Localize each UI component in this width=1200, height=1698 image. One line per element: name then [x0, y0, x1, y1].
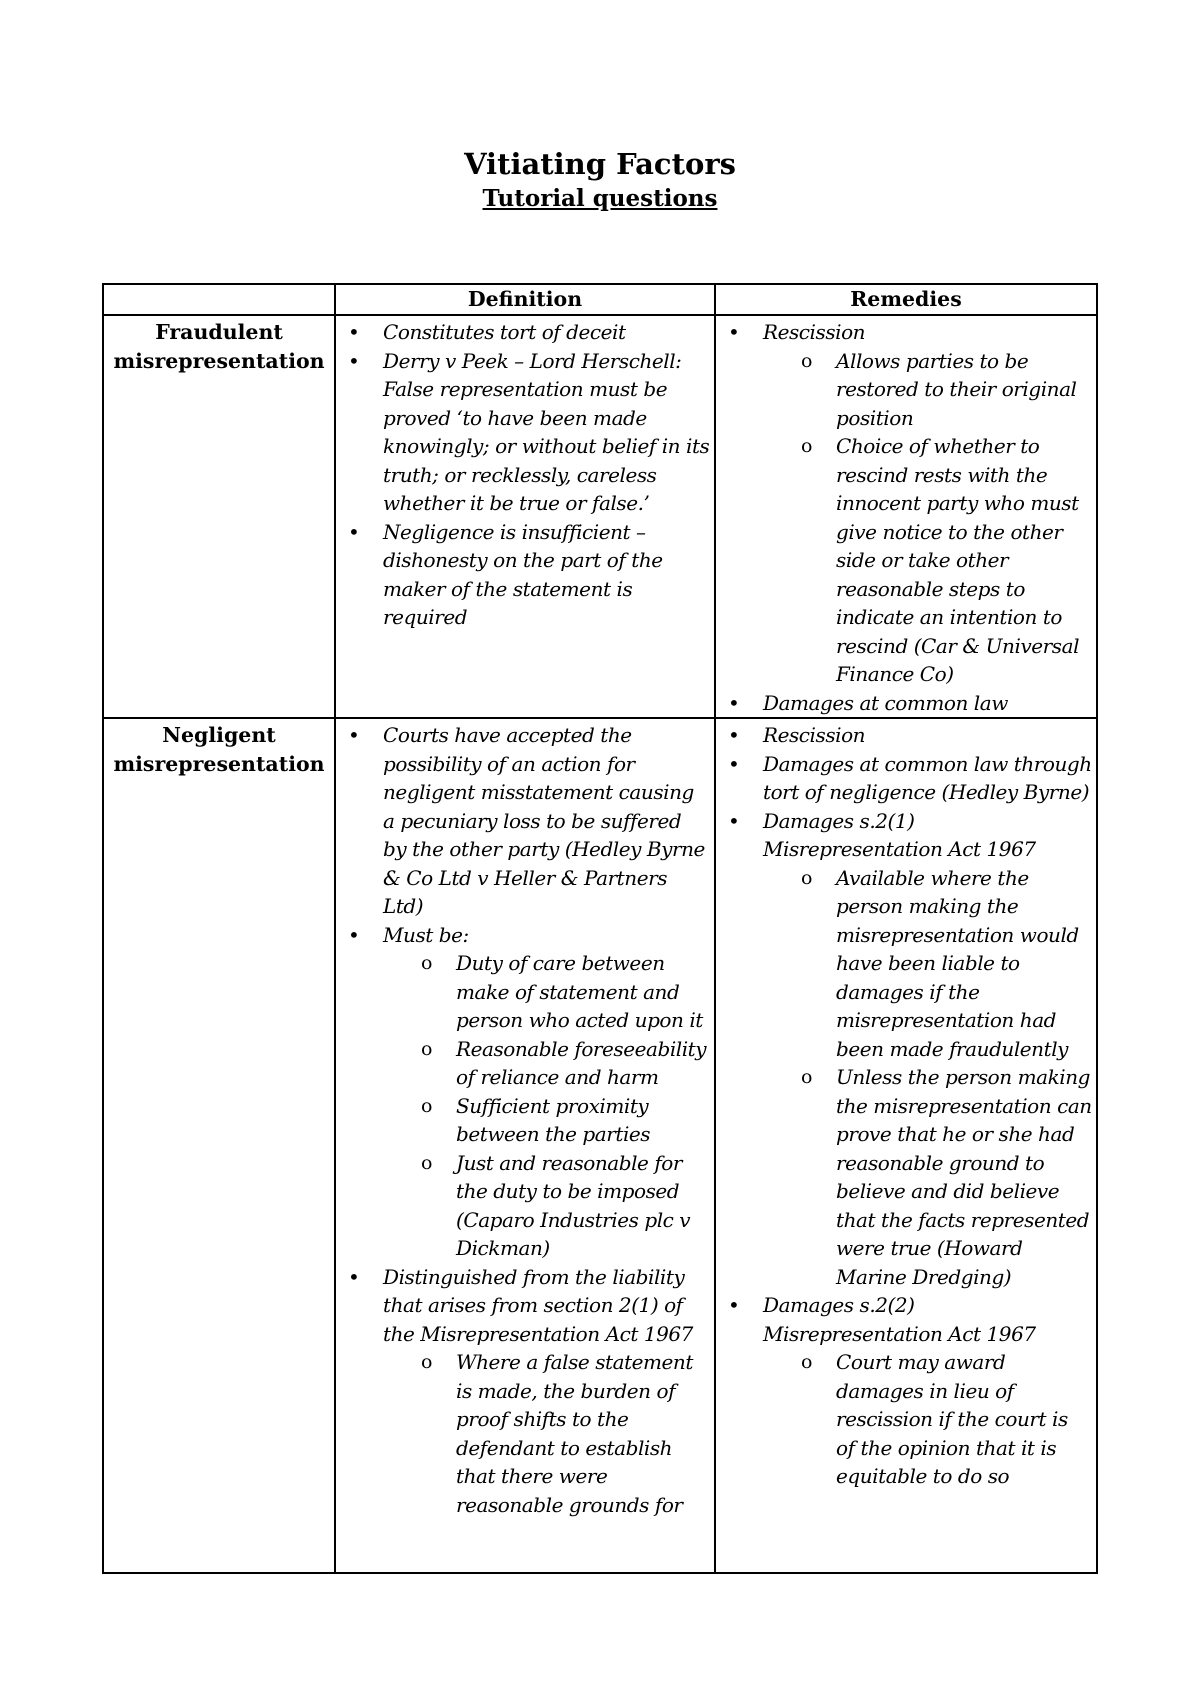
header-remedies: Remedies [715, 284, 1097, 315]
table-header-row [103, 284, 1097, 315]
sub-bullet-list [763, 1348, 1092, 1491]
bullet-text: Damages at common law through tort of negligence (Hedley Byrne) [763, 751, 1092, 804]
bullet-text: Courts have accepted the possibility of an action for negligent misstatement causing a pecuniary loss to be suffered by the other party (Hedley Byrne & Co Ltd v Heller & Partners Ltd) [383, 723, 705, 918]
bullet-text: Damages s.2(1) Misrepresentation Act 1967 [763, 808, 1036, 861]
sub-bullet-item: o Where a false statement is made, the burden of proof shifts to the defendant to establish that there were reasonable grounds for [383, 1348, 710, 1519]
sub-bullet-item: o Reasonable foreseeability of reliance and harm [383, 1035, 710, 1092]
sub-bullet-item: o Duty of care between make of statement and person who acted upon it [383, 949, 710, 1035]
bullet-item [336, 518, 710, 632]
row-heading-line2: misrepresentation [113, 348, 325, 373]
header-definition: Definition [335, 284, 715, 315]
bullet-text: Rescission [763, 723, 866, 747]
row-heading-line2: misrepresentation [113, 751, 325, 776]
sub-bullet-item: o Sufficient proximity between the parties [383, 1092, 710, 1149]
remedies-cell [715, 315, 1097, 718]
table-row [103, 315, 1097, 718]
bullet-item [336, 347, 710, 518]
bullet-text: Damages s.2(2) Misrepresentation Act 1967 [763, 1293, 1036, 1346]
sub-bullet-list [383, 949, 710, 1263]
bullet-item [336, 721, 710, 921]
bullet-text: Negligence is insufficient – dishonesty on the part of the maker of the statement is required [383, 519, 663, 629]
sub-bullet-item: o Just and reasonable for the duty to be imposed (Caparo Industries plc v Dickman) [383, 1149, 710, 1263]
row-heading [103, 718, 335, 1573]
bullet-text: Rescission [763, 320, 866, 344]
header-corner [103, 284, 335, 315]
bullet-item [716, 807, 1092, 1292]
bullet-text: Damages at common law [763, 690, 1008, 715]
sub-bullet-list [383, 1348, 710, 1519]
definition-list [336, 316, 714, 632]
definition-list [336, 719, 714, 1519]
sub-bullet-item: o Court may award damages in lieu of rescission if the court is of the opinion that it is equitable to do so [763, 1348, 1092, 1491]
bullet-text: Constitutes tort of deceit [383, 320, 626, 344]
bullet-item [716, 318, 1092, 689]
sub-bullet-list [763, 347, 1092, 689]
sub-bullet-item: o Available where the person making the misrepresentation would have been liable to damages if the misrepresentation had been made fraudulently [763, 864, 1092, 1064]
bullet-text: Must be: [383, 922, 469, 947]
sub-bullet-item: o Allows parties to be restored to their original position [763, 347, 1092, 433]
row-heading-line1: Negligent [162, 723, 276, 747]
bullet-item [336, 1263, 710, 1520]
definition-cell [335, 315, 715, 718]
bullet-item [716, 1291, 1092, 1491]
sub-bullet-item: o Choice of whether to rescind rests with the innocent party who must give notice to the other side or take other reasonable steps to indicate an intention to rescind (Car & Universal Finance Co) [763, 432, 1092, 689]
bullet-text: Distinguished from the liability that arises from section 2(1) of the Misrepresentation Act 1967 [383, 1264, 693, 1346]
document-title: Vitiating Factors [464, 147, 736, 181]
bullet-item [336, 318, 710, 347]
bullet-text: Derry v Peek – Lord Herschell: False representation must be proved ‘to have been made knowingly; or without belief in its truth; or recklessly, careless whether it be true or false.’ [383, 348, 710, 515]
bullet-item [716, 689, 1092, 718]
bullet-item [716, 721, 1092, 750]
definition-cell [335, 718, 715, 1573]
sub-bullet-list [763, 864, 1092, 1292]
table-row [103, 718, 1097, 1573]
bullet-item [336, 921, 710, 1263]
remedies-cell [715, 718, 1097, 1573]
remedies-list [716, 316, 1096, 717]
row-heading-line1: Fraudulent [155, 320, 283, 344]
bullet-item [716, 750, 1092, 807]
misrepresentation-table [102, 283, 1098, 1574]
remedies-list [716, 719, 1096, 1491]
row-heading [103, 315, 335, 718]
document-subtitle: Tutorial questions [482, 185, 718, 212]
sub-bullet-item: o Unless the person making the misrepresentation can prove that he or she had reasonable ground to believe and did believe that the facts represented were true (Howard Marine Dredging) [763, 1063, 1092, 1291]
